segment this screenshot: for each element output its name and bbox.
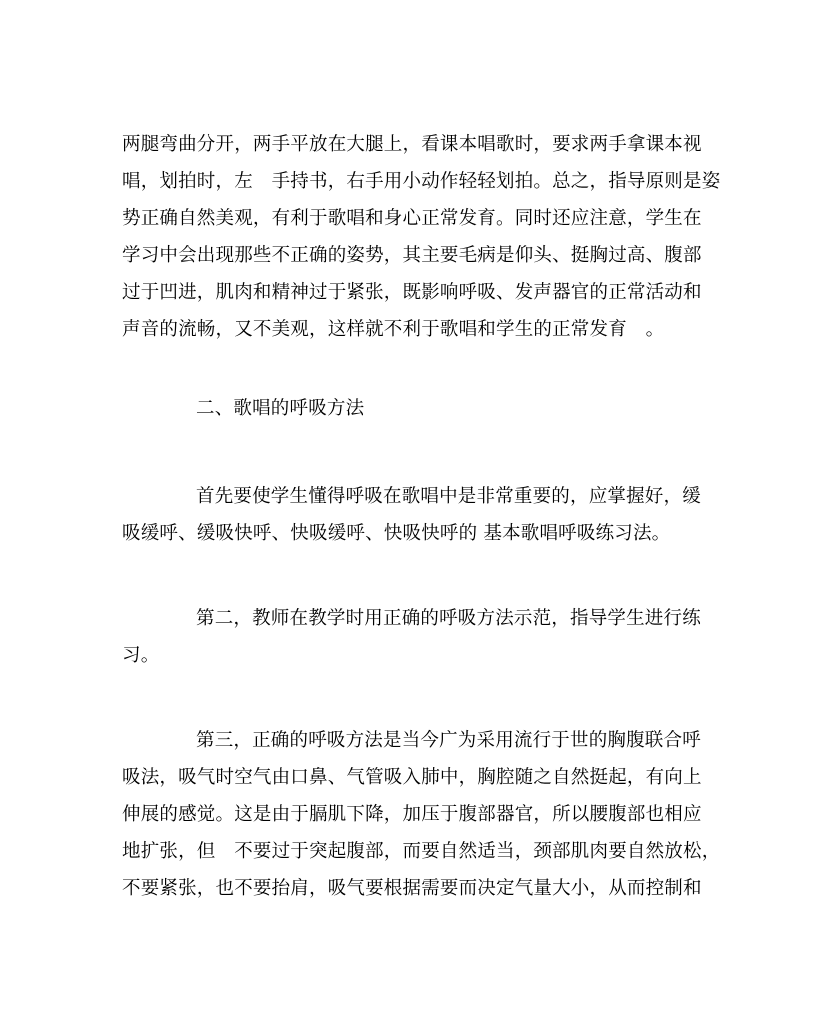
text-line: 学习中会出现那些不正确的姿势，其主要毛病是仰头、挺胸过高、腹部: [122, 245, 702, 266]
section-heading-breathing: [122, 390, 696, 427]
text-line: 过于凹进，肌肉和精神过于紧张，既影响呼吸、发声器官的正常活动和: [122, 282, 702, 303]
text-line: 地扩张，但 不要过于突起腹部，而要自然适当，颈部肌肉要自然放松，: [122, 841, 721, 862]
text-line: 第二，教师在教学时用正确的呼吸方法示范，指导学生进行练: [196, 608, 701, 629]
text-line: 唱，划拍时，左 手持书，右手用小动作轻轻划拍。总之，指导原则是姿: [122, 171, 721, 192]
paragraph-third: [122, 722, 721, 907]
text-line: 势正确自然美观，有利于歌唱和身心正常发育。同时还应注意，学生在: [122, 208, 702, 229]
text-line: 第三，正确的呼吸方法是当今广为采用流行于世的胸腹联合呼: [196, 730, 701, 751]
paragraph-second: [122, 600, 701, 674]
section-heading: 二、歌唱的呼吸方法: [196, 398, 365, 419]
text-line: 吸缓呼、缓吸快呼、快吸缓呼、快吸快呼的 基本歌唱呼吸练习法。: [122, 523, 671, 544]
paragraph-posture: [122, 126, 721, 348]
text-line: 吸法，吸气时空气由口鼻、气管吸入肺中，胸腔随之自然挺起，有向上: [122, 767, 702, 788]
text-line: 声音的流畅，又不美观，这样就不利于歌唱和学生的正常发育 。: [122, 319, 665, 340]
text-line: 首先要使学生懂得呼吸在歌唱中是非常重要的，应掌握好，缓: [196, 486, 701, 507]
text-line: 伸展的感觉。这是由于膈肌下降，加压于腹部器官，所以腰腹部也相应: [122, 804, 702, 825]
paragraph-first: [122, 478, 701, 552]
text-line: 两腿弯曲分开，两手平放在大腿上，看课本唱歌时，要求两手拿课本视: [122, 134, 702, 155]
text-line: 不要紧张，也不要抬肩，吸气要根据需要而决定气量大小，从而控制和: [122, 878, 702, 899]
text-line: 习。: [122, 645, 160, 666]
